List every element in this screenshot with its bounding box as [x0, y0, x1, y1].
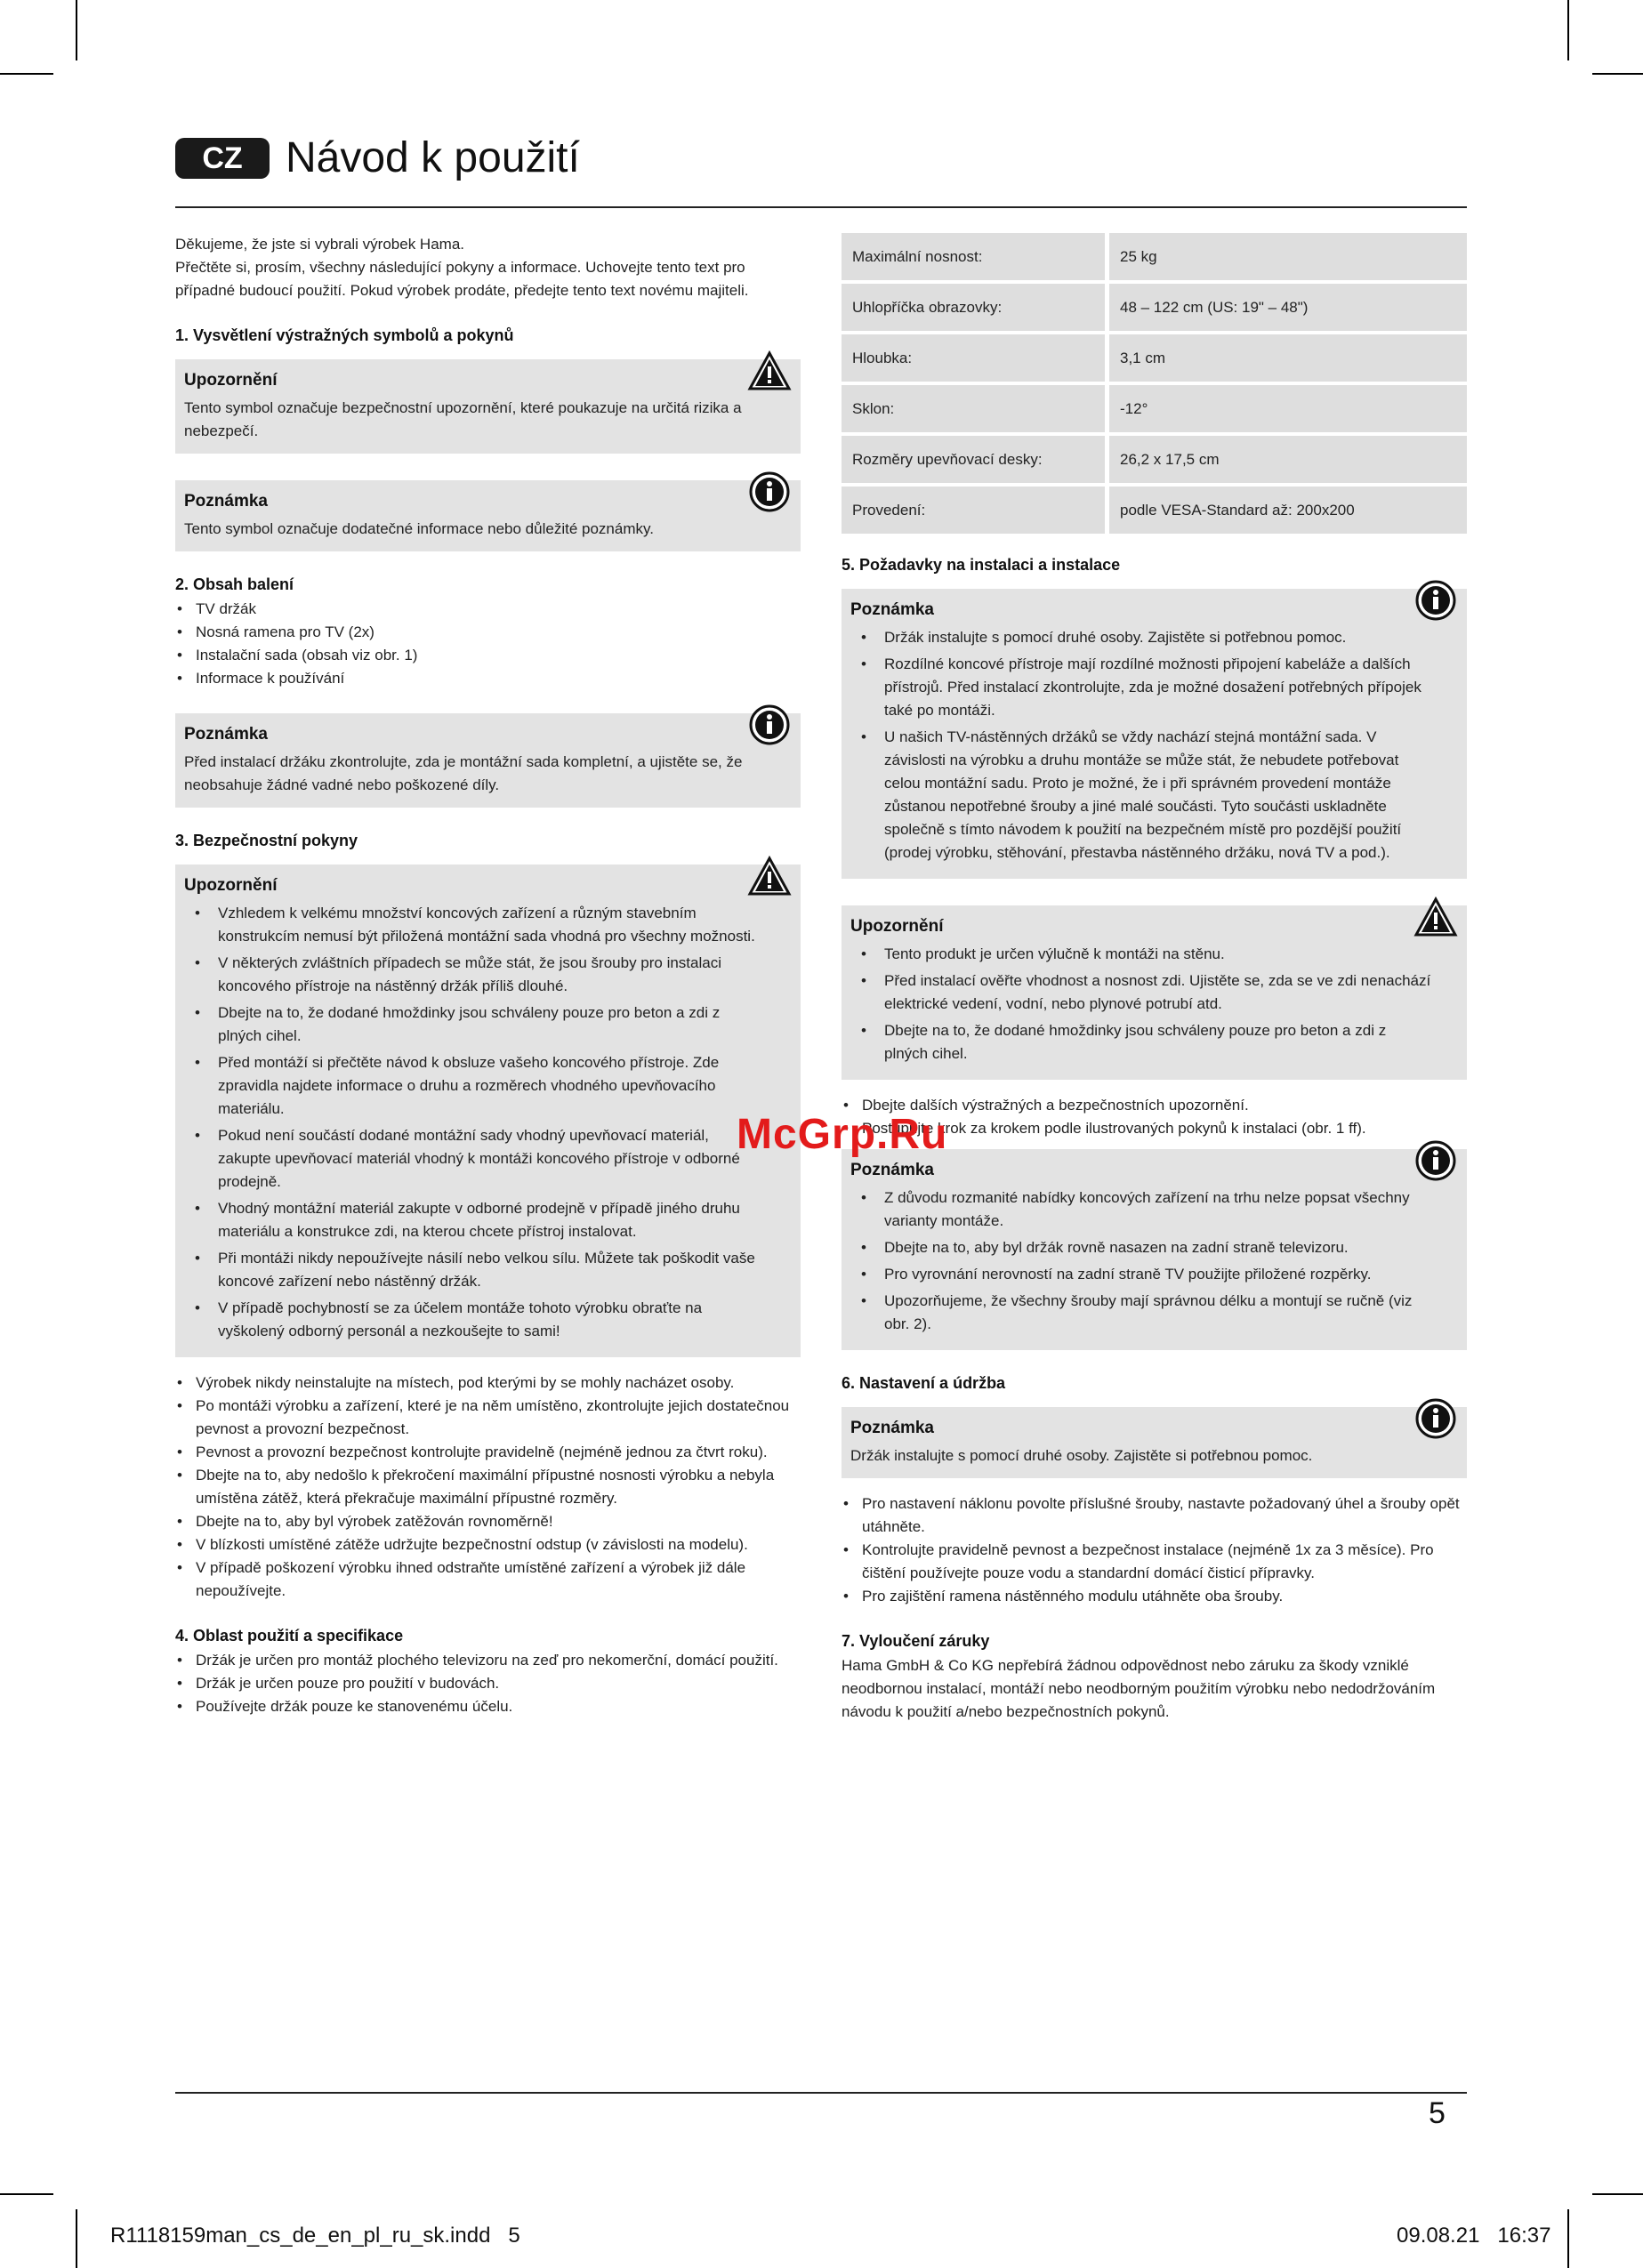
info-icon: [1413, 1140, 1458, 1181]
crop-mark: [1567, 0, 1569, 60]
note-list: [850, 1186, 1431, 1336]
safety-list: [175, 1371, 801, 1603]
print-slug-date: 09.08.21 16:37: [1397, 2224, 1551, 2248]
box-title: Upozornění: [850, 917, 944, 936]
note-box: [175, 480, 801, 551]
list-item: • V případě pochybností se za účelem montáže tohoto výrobku obraťte na vyškolený odborný personál a nezkoušejte to sami!: [184, 1297, 765, 1343]
info-icon: [747, 471, 792, 512]
spec-key: Hloubka:: [842, 334, 1109, 382]
warning-triangle-icon: [1413, 897, 1458, 937]
section-title: 3. Bezpečnostní pokyny: [175, 832, 358, 849]
language-badge: CZ: [175, 138, 270, 179]
box-title: Upozornění: [184, 371, 278, 390]
list-item: • Držák je určen pro montáž plochého televizoru na zeď pro nekomerční, domácí použití.: [175, 1649, 801, 1672]
crop-mark: [0, 73, 53, 75]
info-icon: [1413, 580, 1458, 621]
list-item: • Držák instalujte s pomocí druhé osoby. Zajistěte si potřebnou pomoc.: [850, 626, 1431, 649]
list-item: • Pro vyrovnání nerovností na zadní straně TV použijte přiložené rozpěrky.: [850, 1263, 1431, 1286]
crop-mark: [76, 2209, 77, 2268]
list-item: • Po montáži výrobku a zařízení, které je na něm umístěno, zkontrolujte jejich dostatečnou pevnost a provozní bezpečnost.: [175, 1395, 801, 1441]
table-row: [842, 487, 1467, 534]
spec-value: podle VESA-Standard až: 200x200: [1109, 487, 1467, 534]
table-row: [842, 385, 1467, 432]
warning-box: [175, 865, 801, 1357]
list-item: • Před instalací ověřte vhodnost a nosnost zdi. Ujistěte se, zda se ve zdi nenachází elektrické vedení, vodní, nebo plynové potrubí atd.: [850, 969, 1431, 1016]
warning-triangle-icon: [747, 350, 792, 391]
list-item: • Dbejte na to, že dodané hmoždinky jsou schváleny pouze pro beton a zdi z plných cihel.: [184, 1001, 765, 1048]
warning-list: [184, 902, 765, 1343]
spec-key: Uhlopříčka obrazovky:: [842, 284, 1109, 331]
table-row: [842, 233, 1467, 280]
spec-key: Provedení:: [842, 487, 1109, 534]
box-text: Tento symbol označuje dodatečné informace nebo důležité poznámky.: [184, 520, 654, 537]
list-item: • Dbejte na to, aby nedošlo k překročení maximální přípustné nosnosti výrobku a nebyla umístěna zátěž, která překračuje maximální přípustné rozměry.: [175, 1464, 801, 1510]
package-contents-list: [175, 598, 801, 690]
list-item: • Informace k používání: [175, 667, 801, 690]
list-item: • Držák je určen pouze pro použití v budovách.: [175, 1672, 801, 1695]
note-box: [842, 1407, 1467, 1478]
crop-mark: [1592, 2193, 1643, 2195]
note-box: [842, 1149, 1467, 1350]
info-icon: [747, 704, 792, 745]
section-title: 4. Oblast použití a specifikace: [175, 1627, 404, 1645]
list-item: • Kontrolujte pravidelně pevnost a bezpečnost instalace (nejméně 1x za 3 měsíce). Pro čištění používejte pouze vodu a standardní domácí čisticí přípravky.: [842, 1539, 1467, 1585]
intro-text: Děkujeme, že jste si vybrali výrobek Hama.: [175, 236, 465, 253]
maintenance-list: [842, 1492, 1467, 1608]
list-item: • Tento produkt je určen výlučně k montáži na stěnu.: [850, 943, 1431, 966]
warning-box: [842, 905, 1467, 1080]
list-item: • Pro zajištění ramena nástěnného modulu utáhněte oba šrouby.: [842, 1585, 1467, 1608]
spec-value: 3,1 cm: [1109, 334, 1467, 382]
crop-mark: [0, 2193, 53, 2195]
warning-list: [850, 943, 1431, 1066]
list-item: • Upozorňujeme, že všechny šrouby mají správnou délku a montují se ručně (viz obr. 2).: [850, 1290, 1431, 1336]
list-item: • V blízkosti umístěné zátěže udržujte bezpečnostní odstup (v závislosti na modelu).: [175, 1533, 801, 1556]
usage-list: [175, 1649, 801, 1718]
spec-key: Maximální nosnost:: [842, 233, 1109, 280]
list-item: • Při montáži nikdy nepoužívejte násilí nebo velkou sílu. Můžete tak poškodit vaše koncové zařízení nebo nástěnný držák.: [184, 1247, 765, 1293]
page-number: 5: [1429, 2096, 1446, 2130]
crop-mark: [76, 0, 77, 60]
list-item: • Výrobek nikdy neinstalujte na místech, pod kterými by se mohly nacházet osoby.: [175, 1371, 801, 1395]
note-list: [850, 626, 1431, 865]
section-title: 7. Vyloučení záruky: [842, 1632, 990, 1650]
note-box: [842, 589, 1467, 879]
list-item: • V některých zvláštních případech se může stát, že jsou šrouby pro instalaci koncového přístroje na nástěnný držák příliš dlouhé.: [184, 952, 765, 998]
list-item: • Dbejte na to, že dodané hmoždinky jsou schváleny pouze pro beton a zdi z plných cihel.: [850, 1019, 1431, 1066]
box-title: Poznámka: [850, 1161, 934, 1179]
right-column: [842, 233, 1467, 1724]
section-title: 1. Vysvětlení výstražných symbolů a pokynů: [175, 326, 514, 344]
watermark: McGrp.Ru: [737, 1111, 948, 1158]
box-title: Poznámka: [850, 1419, 934, 1437]
specifications-table: [842, 229, 1467, 537]
list-item: • Instalační sada (obsah viz obr. 1): [175, 644, 801, 667]
spec-value: -12°: [1109, 385, 1467, 432]
spec-key: Rozměry upevňovací desky:: [842, 436, 1109, 483]
section-title: 6. Nastavení a údržba: [842, 1374, 1006, 1392]
page-title: Návod k použití: [286, 134, 580, 181]
print-slug-filename: R1118159man_cs_de_en_pl_ru_sk.indd 5: [110, 2224, 520, 2248]
warning-triangle-icon: [747, 856, 792, 897]
list-item: • Před montáží si přečtěte návod k obsluze vašeho koncového přístroje. Zde zpravidla najdete informace o druhu a rozměrech vhodného upevňovacího materiálu.: [184, 1051, 765, 1121]
list-item: • Používejte držák pouze ke stanovenému účelu.: [175, 1695, 801, 1718]
crop-mark: [1592, 73, 1643, 75]
box-text: Tento symbol označuje bezpečnostní upozornění, které poukazuje na určitá rizika a nebezpečí.: [184, 399, 742, 439]
list-item: • Z důvodu rozmanité nabídky koncových zařízení na trhu nelze popsat všechny varianty montáže.: [850, 1186, 1431, 1233]
list-item: • Pokud není součástí dodané montážní sady vhodný upevňovací materiál, zakupte upevňovací materiál vhodný k montáži koncového přístroje v odborné prodejně.: [184, 1124, 765, 1194]
intro-text: Přečtěte si, prosím, všechny následující pokyny a informace. Uchovejte tento text pro případné budoucí použití. Pokud výrobek prodáte, předejte tento text novému majiteli.: [175, 259, 749, 299]
list-item: • U našich TV-nástěnných držáků se vždy nachází stejná montážní sada. V závislosti na výrobku a druhu montáže se může stát, že nebudete potřebovat celou montážní sadu. Proto je možné, že i při správném provedení montáže zůstanou nepotřebné šrouby a jiné malé součásti. Tyto součásti uskladněte společně s tímto návodem k použití na bezpečném místě pro pozdější použití (prodej výrobku, stěhování, přestavba nástěnného držáku, nová TV a pod.).: [850, 726, 1431, 865]
list-item: • Dbejte dalších výstražných a bezpečnostních upozornění.: [842, 1094, 1467, 1117]
table-row: [842, 334, 1467, 382]
box-title: Upozornění: [184, 876, 278, 895]
page-header: [175, 133, 1467, 208]
warning-box: [175, 359, 801, 454]
spec-key: Sklon:: [842, 385, 1109, 432]
left-column: [175, 233, 801, 1718]
box-title: Poznámka: [850, 600, 934, 619]
note-box: [175, 713, 801, 808]
table-row: [842, 436, 1467, 483]
spec-value: 48 – 122 cm (US: 19" – 48"): [1109, 284, 1467, 331]
list-item: • Pevnost a provozní bezpečnost kontrolujte pravidelně (nejméně jednou za čtvrt roku).: [175, 1441, 801, 1464]
warranty-text: Hama GmbH & Co KG nepřebírá žádnou odpovědnost nebo záruku za škody vzniklé neodbornou instalací, montáží nebo neodborným použitím výrobku nebo nedodržováním návodu k použití a/nebo bezpečnostních pokynů.: [842, 1657, 1436, 1720]
box-text: Před instalací držáku zkontrolujte, zda je montážní sada kompletní, a ujistěte se, že neobsahuje žádné vadné nebo poškozené díly.: [184, 753, 743, 793]
list-item: • Vzhledem k velkému množství koncových zařízení a různým stavebním konstrukcím nemusí být přiložená montážní sada vhodná pro všechny možnosti.: [184, 902, 765, 948]
list-item: • Vhodný montážní materiál zakupte v odborné prodejně v případě jiného druhu materiálu a konstrukce zdi, na kterou chcete přístroj instalovat.: [184, 1197, 765, 1243]
spec-value: 25 kg: [1109, 233, 1467, 280]
list-item: • Nosná ramena pro TV (2x): [175, 621, 801, 644]
list-item: • V případě poškození výrobku ihned odstraňte umístěné zařízení a výrobek již dále nepoužívejte.: [175, 1556, 801, 1603]
list-item: • Dbejte na to, aby byl držák rovně nasazen na zadní straně televizoru.: [850, 1236, 1431, 1259]
list-item: • Postupujte krok za krokem podle ilustrovaných pokynů k instalaci (obr. 1 ff).: [842, 1117, 1467, 1140]
spec-value: 26,2 x 17,5 cm: [1109, 436, 1467, 483]
info-icon: [1413, 1398, 1458, 1439]
list-item: • TV držák: [175, 598, 801, 621]
list-item: • Dbejte na to, aby byl výrobek zatěžován rovnoměrně!: [175, 1510, 801, 1533]
crop-mark: [1567, 2209, 1569, 2268]
list-item: • Pro nastavení náklonu povolte příslušné šrouby, nastavte požadovaný úhel a šrouby opět utáhněte.: [842, 1492, 1467, 1539]
section-title: 5. Požadavky na instalaci a instalace: [842, 556, 1121, 574]
section-title: 2. Obsah balení: [175, 575, 294, 593]
box-title: Poznámka: [184, 725, 268, 744]
box-title: Poznámka: [184, 492, 268, 511]
table-row: [842, 284, 1467, 331]
list-item: • Rozdílné koncové přístroje mají rozdílné možnosti připojení kabeláže a dalších přístrojů. Před instalací zkontrolujte, zda je možné dosažení potřebných přípojek také po montáži.: [850, 653, 1431, 722]
box-text: Držák instalujte s pomocí druhé osoby. Zajistěte si potřebnou pomoc.: [850, 1447, 1313, 1464]
footer-rule: [175, 2092, 1467, 2094]
